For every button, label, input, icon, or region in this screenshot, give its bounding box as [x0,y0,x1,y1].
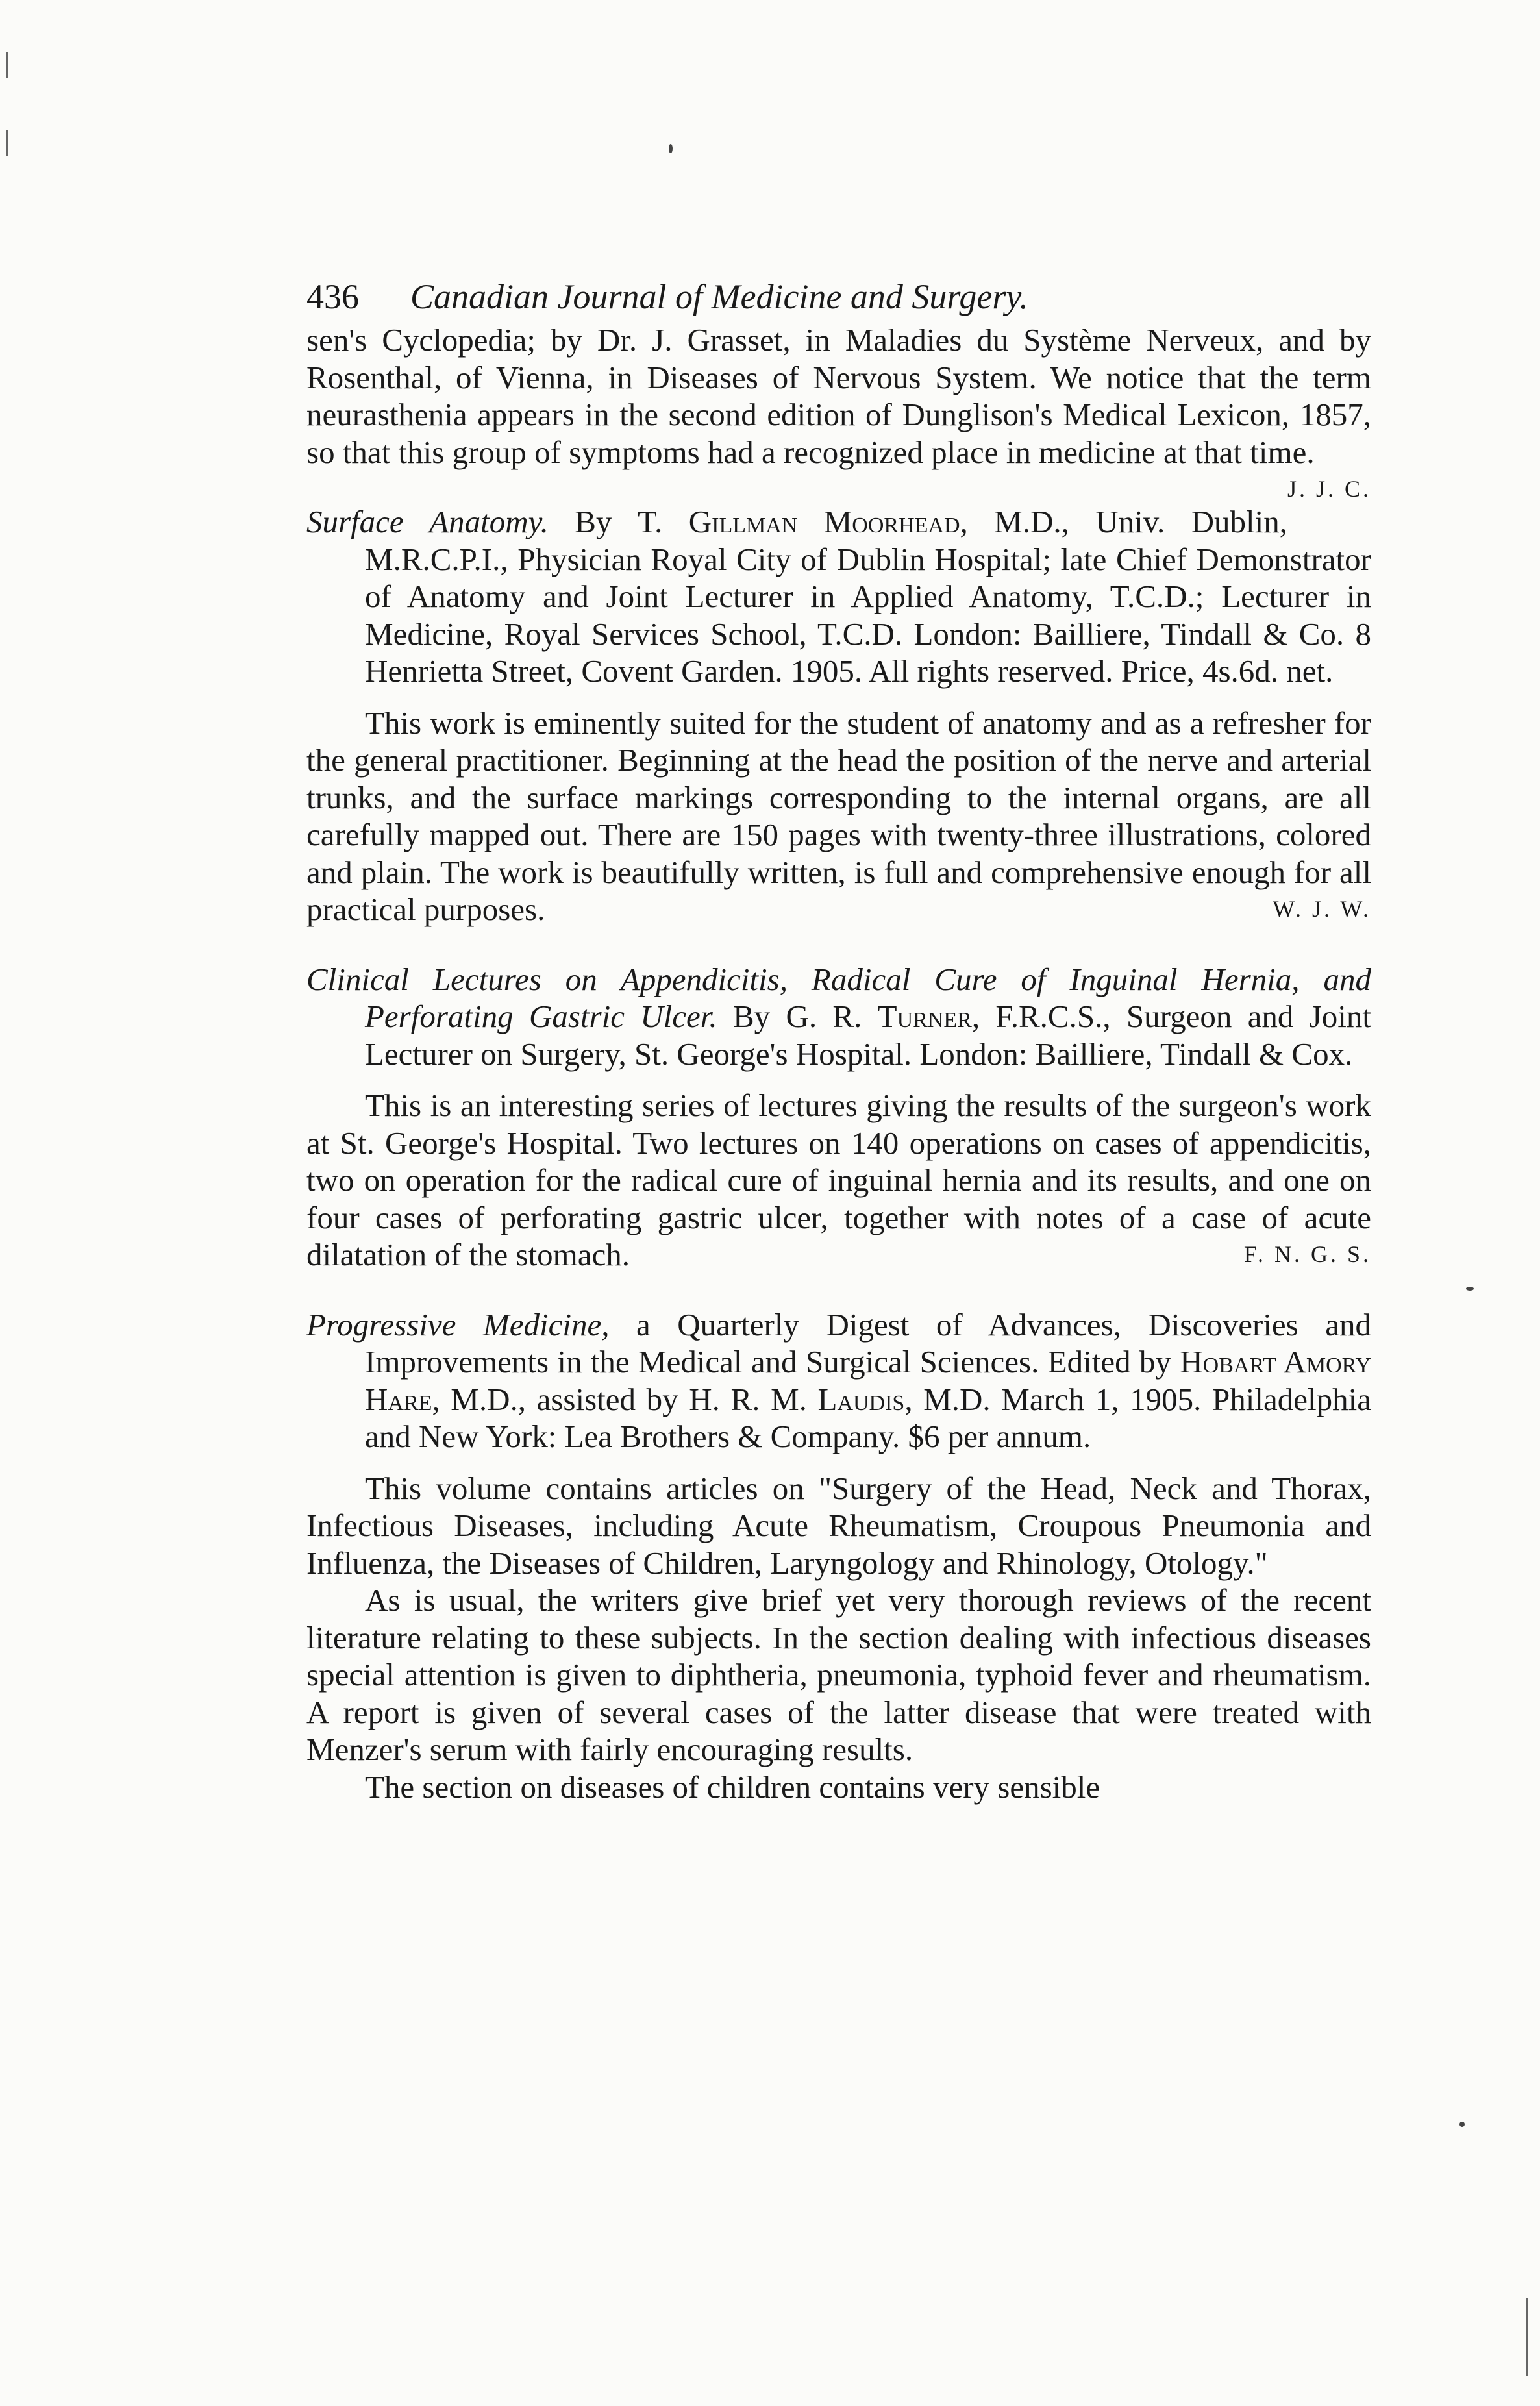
continued-paragraph [306,321,1371,502]
margin-mark [1526,2298,1528,2376]
review-paragraph: This work is eminently suited for the student of anatomy and as a refresher for the general practitioner. Beginning at the head the position of the nerve and arterial trunks, and the surface markings corresponding to the internal organs, are all carefully mapped out. There are 150 pages with twenty-three illustrations, colored and plain. The work is beautifully written, is full and comprehensive enough for all practical purposes. W. J. W. [306,704,1371,927]
book-title: Clinical Lectures on Appendicitis, Radical Cure of Inguinal Hernia, and Perforating Gastric Ulcer. [306,961,1371,1034]
author-name: Gillman Moorhead [688,504,960,539]
review-paragraph: This is an interesting series of lectures giving the results of the surgeon's work at St. George's Hospital. Two lectures on 140 operations on cases of appendicitis, two on operation for the radical cure of inguinal hernia and its results, and one on four cases of perforating gastric ulcer, together with notes of a case of acute dilatation of the stomach. F. N. G. S. [306,1087,1371,1272]
page-body [306,321,1371,1805]
book-details: , M.D., Univ. Dublin, M.R.C.P.I., Physician Royal City of Dublin Hospital; late Chief Demonstrator of Anatomy and Joint Lecturer in Applied Anatomy, T.C.D.; Lecturer in Medicine, Royal Services School, T.C.D. London: Bailliere, Tindall & Co. 8 Henrietta Street, Covent Garden. 1905. All rights reserved. Price, 4s.6d. net. [365,504,1371,689]
scan-speck [1459,2122,1465,2127]
paragraph-text: sen's Cyclopedia; by Dr. J. Grasset, in Maladies du Système Nerveux, and by Rosenthal, of Vienna, in Diseases of Nervous System. We notice that the term neurasthenia appears in the second edition of Dunglison's Medical Lexicon, 1857, so that this group of symptoms had a recognized place in medicine at that time. [306,322,1371,470]
review-heading: Clinical Lectures on Appendicitis, Radical Cure of Inguinal Hernia, and Perforating Gastric Ulcer. By G. R. Turner, F.R.C.S., Surgeon and Joint Lecturer on Surgery, St. George's Hospital. London: Bailliere, Tindall & Cox. [306,961,1372,1072]
signature: J. J. C. [1287,476,1371,502]
page-header [306,276,1371,317]
review-paragraph: The section on diseases of children contains very sensible [365,1768,1100,1805]
review-heading: Surface Anatomy. By T. Gillman Moorhead, M.D., Univ. Dublin, M.R.C.P.I., Physician Royal City of Dublin Hospital; late Chief Demonstrator of Anatomy and Joint Lecturer in Applied Anatomy, T.C.D.; Lecturer in Medicine, Royal Services School, T.C.D. London: Bailliere, Tindall & Co. 8 Henrietta Street, Covent Garden. 1905. All rights reserved. Price, 4s.6d. net. [306,504,1371,689]
review-paragraph: This volume contains articles on "Surgery of the Head, Neck and Thorax, Infectious Diseases, including Acute Rheumatism, Croupous Pneumonia and Influenza, the Diseases of Children, Laryngology and Rhinology, Otology." [306,1470,1371,1581]
journal-title: Canadian Journal of Medicine and Surgery. [410,277,1028,316]
scan-speck [669,144,673,153]
signature: W. J. W. [1273,896,1371,922]
page-number: 436 [306,277,359,316]
signature: F. N. G. S. [1243,1241,1371,1267]
margin-mark [6,52,8,78]
book-details: , M.D. March 1, 1905. Philadelphia and New York: Lea Brothers & Company. $6 per annum. [365,1381,1371,1454]
book-title: Progressive Medicine, [306,1306,610,1343]
review-heading: Progressive Medicine, a Quarterly Digest of Advances, Discoveries and Improvements in the Medical and Surgical Sciences. Edited by Hobart Amory Hare, M.D., assisted by H. R. M. Laudis, M.D. March 1, 1905. Philadelphia and New York: Lea Brothers & Company. $6 per annum. [306,1306,1371,1454]
margin-mark [6,130,8,156]
editor-name: Hobart Amory Hare [365,1344,1371,1417]
book-title: Surface Anatomy. [306,504,549,539]
author-name: Turner [877,998,972,1034]
assistant-name: H. R. M. Laudis [689,1381,905,1417]
scan-speck [1466,1287,1474,1291]
review-paragraph: As is usual, the writers give brief yet very thorough reviews of the recent literature relating to these subjects. In the section dealing with infectious diseases special attention is given to diphtheria, pneumonia, typhoid fever and rheumatism. A report is given of several cases of the latter disease that were treated with Menzer's serum with fairly encouraging results. [306,1582,1371,1767]
book-details: , F.R.C.S., Surgeon and Joint Lecturer on Surgery, St. George's Hospital. London: Bailliere, Tindall & Cox. [365,998,1372,1072]
